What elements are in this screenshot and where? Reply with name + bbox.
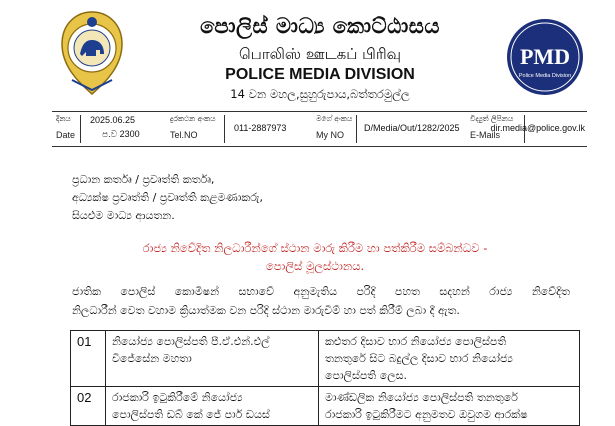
officer-name-line: විජේසේන මහතා bbox=[112, 352, 192, 365]
tel-label-si: දුරකථන අංකය bbox=[170, 114, 216, 123]
officer-name-cell bbox=[106, 387, 319, 426]
transfer-detail-cell bbox=[319, 387, 580, 426]
transfer-detail-line: රාජකාරි ඉටුකිරීමට අනුමතව ඔවුගම ආරක්ෂ bbox=[325, 408, 528, 421]
pmd-logo-ring-text: Police Media Division bbox=[518, 73, 572, 79]
transfer-detail-line: කළුතර දිසාව භාර නියෝජ්‍ය පොලිස්පති bbox=[325, 335, 507, 348]
email-label-en: E-Mails bbox=[470, 130, 501, 140]
email-link[interactable]: dir.media@police.gov.lk bbox=[490, 123, 585, 133]
tel-value: 011-2887973 bbox=[234, 123, 287, 133]
subject-line-1: රාජ්‍ය නිවේදිත නිලධාරීන්ගේ ස්ථාන මාරු කිරීම හා පත්කිරීම සම්බන්ධව - bbox=[142, 241, 488, 255]
pmd-logo-text: PMD bbox=[519, 44, 571, 69]
sri-lanka-police-crest-icon bbox=[56, 10, 128, 96]
email-label-si: විද්‍යුත් ලිපිනය bbox=[470, 114, 514, 123]
reference-info-bar bbox=[52, 111, 587, 147]
recipient-line-3: සියළුම මාධ්‍ය ආයතන. bbox=[72, 209, 175, 222]
date-value: 2025.06.25 bbox=[90, 115, 136, 125]
officer-name-cell bbox=[106, 331, 319, 387]
address: 14 වන මහල,සුහුරුපාය,බත්තරමුල්ල bbox=[230, 87, 410, 101]
recipient-line-1: ප්‍රධාන කර්තෘ / ප්‍රවෘත්ති කර්තෘ, bbox=[72, 173, 215, 186]
officer-name-line: පොලිස්පති ඩබ් කේ ජේ පාර් ඩයස් bbox=[112, 408, 270, 421]
table-row bbox=[71, 331, 580, 387]
body-paragraph-line-2: නිලධාරීන් වෙත වහාම ක්‍රියාත්මක වන පරිදි ස්ථාන මාරුවීම් හා පත් කිරීම් ලබා දී ඇත. bbox=[72, 304, 460, 317]
row-number: 01 bbox=[71, 331, 106, 387]
officer-name-line: රාජකාරි ඉටුකිරීමේ නියෝජ්‍ය bbox=[112, 391, 243, 404]
myno-label-en: My NO bbox=[316, 130, 344, 140]
transfer-detail-line: තනතුරේ සිට බදුල්ල දිසාව භාර නියෝජ්‍ය bbox=[325, 352, 513, 365]
title-sinhala: පොලිස් මාධ්‍ය කොට්ඨාසය bbox=[200, 14, 440, 38]
title-english: POLICE MEDIA DIVISION bbox=[225, 66, 415, 83]
time-value: ප.ව 2300 bbox=[102, 129, 140, 139]
transfer-detail-line: මාණ්ඩලික නියෝජ්‍ය පොලිස්පති තනතුරේ bbox=[325, 391, 518, 404]
transfer-detail-cell bbox=[319, 331, 580, 387]
pmd-logo-icon bbox=[505, 17, 585, 97]
date-label-en: Date bbox=[56, 130, 76, 140]
subject-line-2: පොලිස් මූලස්ථානය. bbox=[265, 259, 365, 273]
officer-name-line: නියෝජ්‍ය පොලිස්පති පී.ඒ.එන්.එල් bbox=[112, 335, 270, 348]
my-reference-number: D/Media/Out/1282/2025 bbox=[364, 123, 460, 133]
body-paragraph-line-1: ජාතික පොලිස් කොමිෂන් සභාවේ අනුමැතිය පරිදි පහත සදහන් රාජ්‍ය නිවේදිත bbox=[72, 285, 570, 298]
row-number: 02 bbox=[71, 387, 106, 426]
recipient-line-2: අධ්‍යක්ෂ ප්‍රවෘත්ති / ප්‍රවෘත්ති කළමණාකරු, bbox=[72, 191, 263, 204]
title-tamil: பொலிஸ் ஊடகப் பிரிவு bbox=[238, 45, 401, 63]
table-row bbox=[71, 387, 580, 426]
tel-label-en: Tel.NO bbox=[170, 130, 198, 140]
transfer-detail-line: පොලිස්පති ලෙස. bbox=[325, 369, 408, 382]
myno-label-si: මගේ අංකය bbox=[316, 114, 353, 123]
transfers-table bbox=[70, 330, 580, 426]
date-label-si: දිනය bbox=[56, 114, 71, 123]
